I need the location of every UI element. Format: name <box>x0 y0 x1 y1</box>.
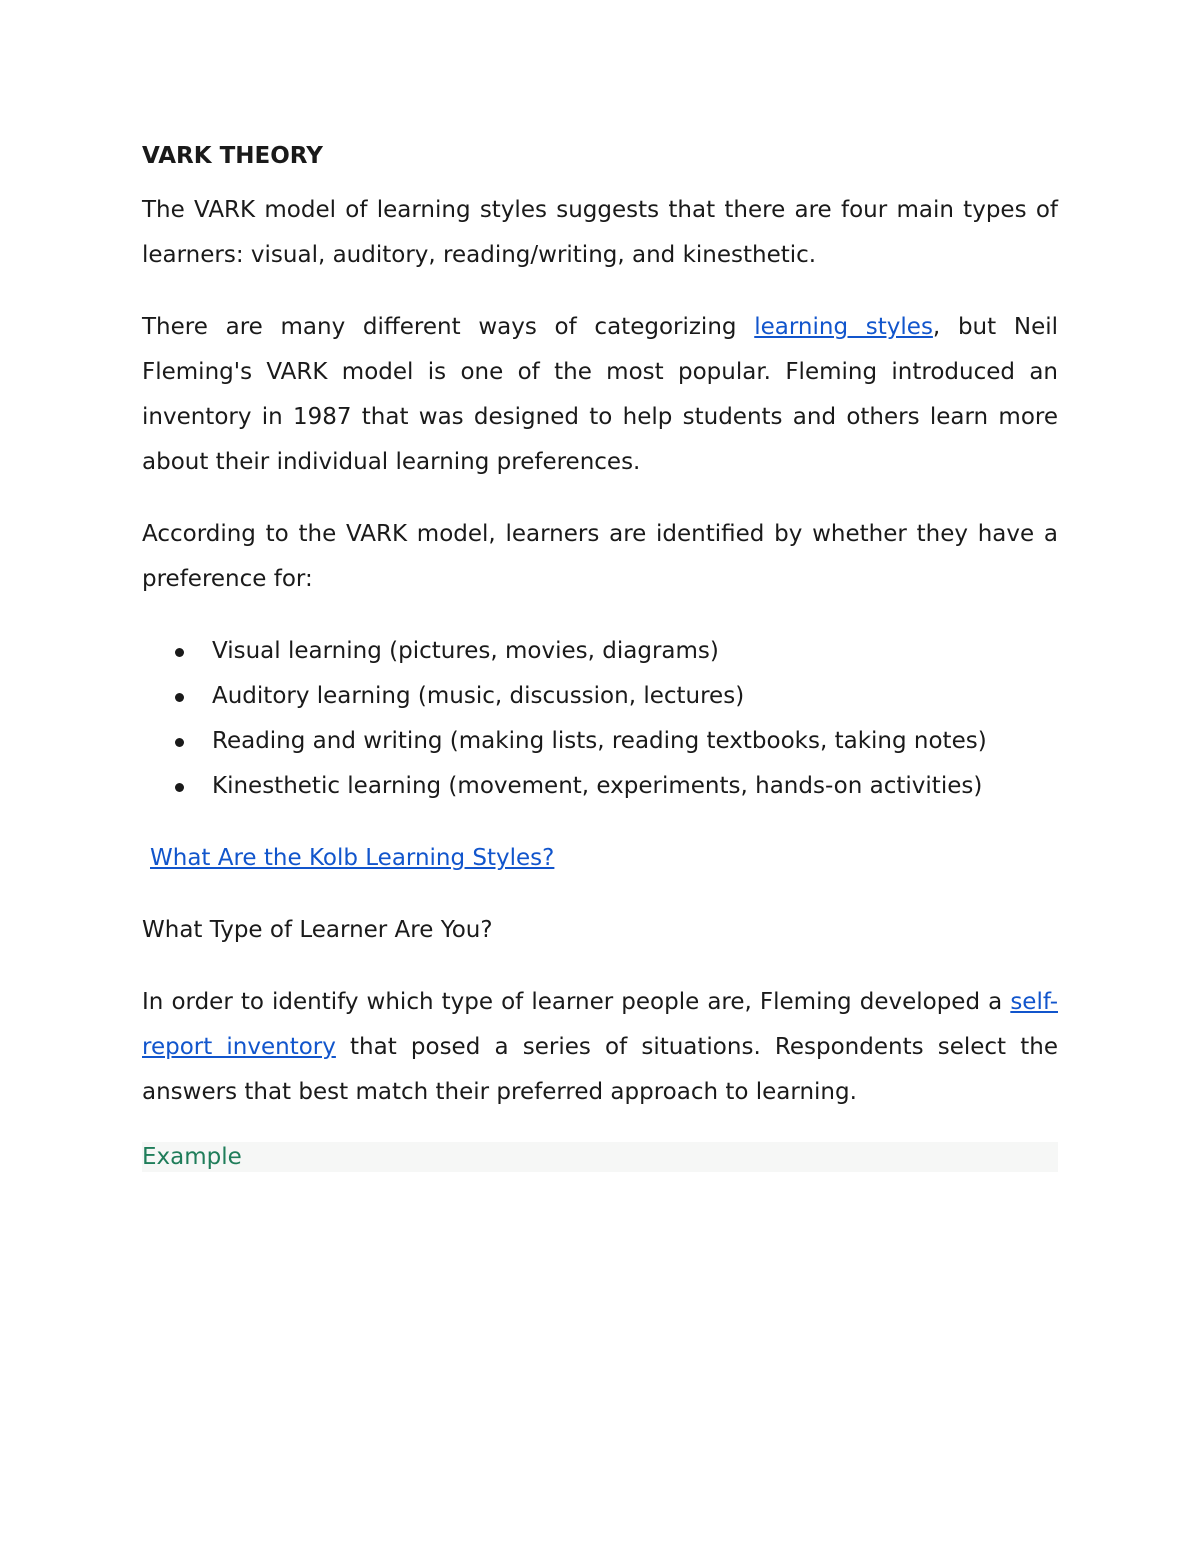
document-page <box>142 138 1058 1172</box>
bullet-icon <box>175 738 184 747</box>
list-item-text: Reading and writing (making lists, reading textbooks, taking notes) <box>212 728 987 754</box>
example-label: Example <box>142 1144 242 1170</box>
list-item <box>142 674 1058 719</box>
learner-type-heading: What Type of Learner Are You? <box>142 917 493 943</box>
list-item-text: Visual learning (pictures, movies, diagrams) <box>212 638 719 664</box>
fleming-paragraph <box>142 305 1058 485</box>
kolb-learning-styles-link[interactable]: What Are the Kolb Learning Styles? <box>150 845 555 871</box>
list-item <box>142 764 1058 809</box>
fleming-paragraph-text-end: , but Neil Fleming's VARK model is one of the most popular. Fleming introduced an inventory in 1987 that was designed to help students and others learn more about their individual learning preferences. <box>142 314 1059 475</box>
inventory-paragraph <box>142 980 1058 1115</box>
preference-paragraph: According to the VARK model, learners are identified by whether they have a preference for: <box>142 521 1058 592</box>
bullet-icon <box>175 693 184 702</box>
bullet-icon <box>175 648 184 657</box>
list-item <box>142 719 1058 764</box>
intro-paragraph: The VARK model of learning styles suggests that there are four main types of learners: visual, auditory, reading/writing, and kinesthetic. <box>142 197 1058 268</box>
learning-styles-link[interactable]: learning styles <box>754 314 933 340</box>
fleming-paragraph-text-start: There are many different ways of categorizing <box>142 314 755 340</box>
list-item-text: Auditory learning (music, discussion, lectures) <box>212 683 745 709</box>
bullet-icon <box>175 783 184 792</box>
list-item-text: Kinesthetic learning (movement, experiments, hands-on activities) <box>212 773 983 799</box>
document-title: VARK THEORY <box>142 143 323 169</box>
learning-styles-list <box>142 629 1058 809</box>
example-section <box>142 1142 1058 1172</box>
list-item <box>142 629 1058 674</box>
inventory-paragraph-text-start: In order to identify which type of learner people are, Fleming developed a <box>142 989 1011 1015</box>
self-report-inventory-link[interactable]: self-report inventory <box>142 989 1058 1060</box>
inventory-paragraph-text-end: that posed a series of situations. Respondents select the answers that best match their preferred approach to learning. <box>142 1034 1058 1105</box>
